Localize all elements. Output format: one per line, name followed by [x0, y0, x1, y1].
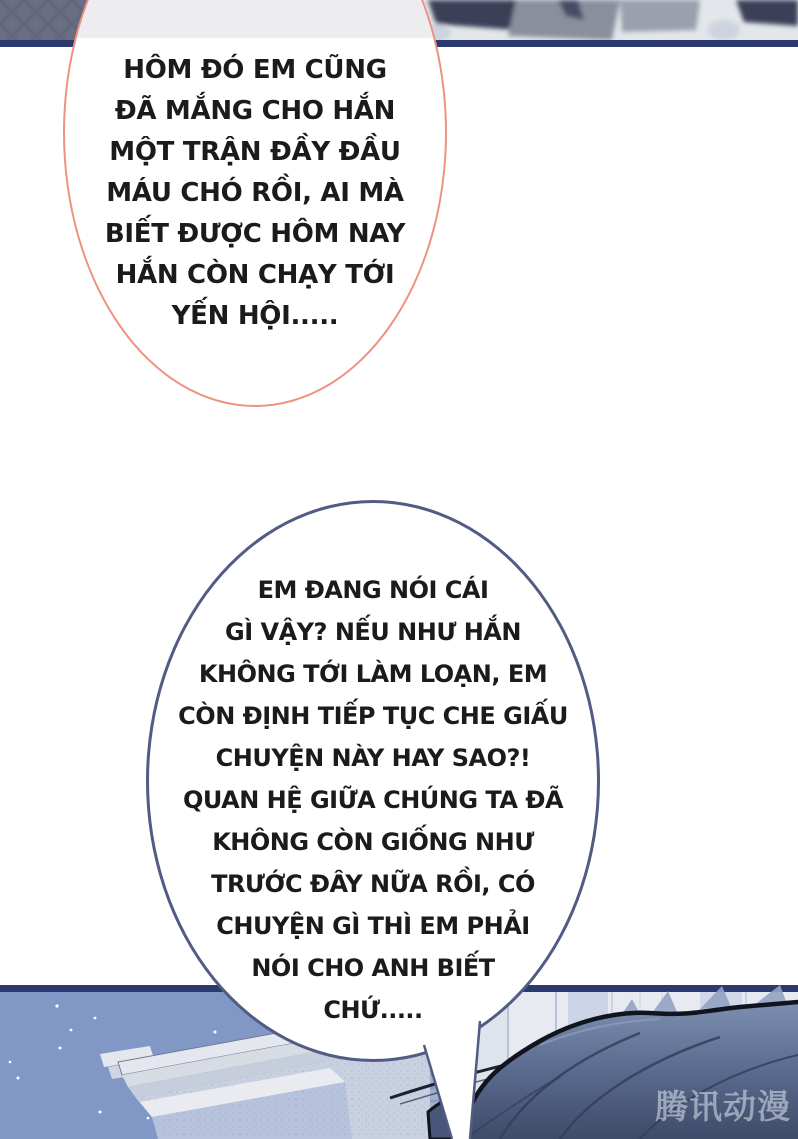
dialogue-line: MỘT TRẬN ĐẦY ĐẦU: [109, 137, 401, 167]
dialogue-line: KHÔNG TỚI LÀM LOẠN, EM: [198, 660, 548, 688]
speech-bubble-2: [146, 500, 600, 1062]
dialogue-line: BIẾT ĐƯỢC HÔM NAY: [104, 219, 406, 249]
dialogue-line: MÁU CHÓ RỒI, AI MÀ: [106, 178, 404, 208]
dialogue-line: NÓI CHO ANH BIẾT: [251, 954, 495, 982]
dialogue-line: KHÔNG CÒN GIỐNG NHƯ: [212, 828, 534, 856]
dialogue-line: CHUYỆN GÌ THÌ EM PHẢI: [216, 912, 530, 940]
bubble-1-text: [65, 50, 445, 337]
dialogue-line: HẮN CÒN CHẠY TỚI: [115, 260, 395, 290]
dialogue-line: CHỨ.....: [323, 996, 423, 1024]
bubble-2-text: [149, 569, 597, 1031]
dialogue-line: EM ĐANG NÓI CÁI: [257, 576, 489, 604]
dialogue-line: YẾN HỘI.....: [171, 301, 339, 331]
bubble-top-shade: [65, 0, 445, 38]
dialogue-line: GÌ VẬY? NẾU NHƯ HẮN: [225, 618, 521, 646]
dialogue-line: TRƯỚC ĐÂY NỮA RỒI, CÓ: [211, 870, 535, 898]
speech-bubble-1: [63, 0, 447, 407]
watermark: 腾讯动漫: [655, 1087, 791, 1126]
dialogue-line: CÒN ĐỊNH TIẾP TỤC CHE GIẤU: [178, 702, 568, 730]
dialogue-line: ĐÃ MẮNG CHO HẮN: [114, 96, 396, 126]
dialogue-line: CHUYỆN NÀY HAY SAO?!: [215, 744, 531, 772]
dialogue-line: QUAN HỆ GIỮA CHÚNG TA ĐÃ: [182, 786, 564, 814]
dialogue-line: HÔM ĐÓ EM CŨNG: [123, 55, 387, 85]
bubble-tail: [400, 1015, 510, 1139]
